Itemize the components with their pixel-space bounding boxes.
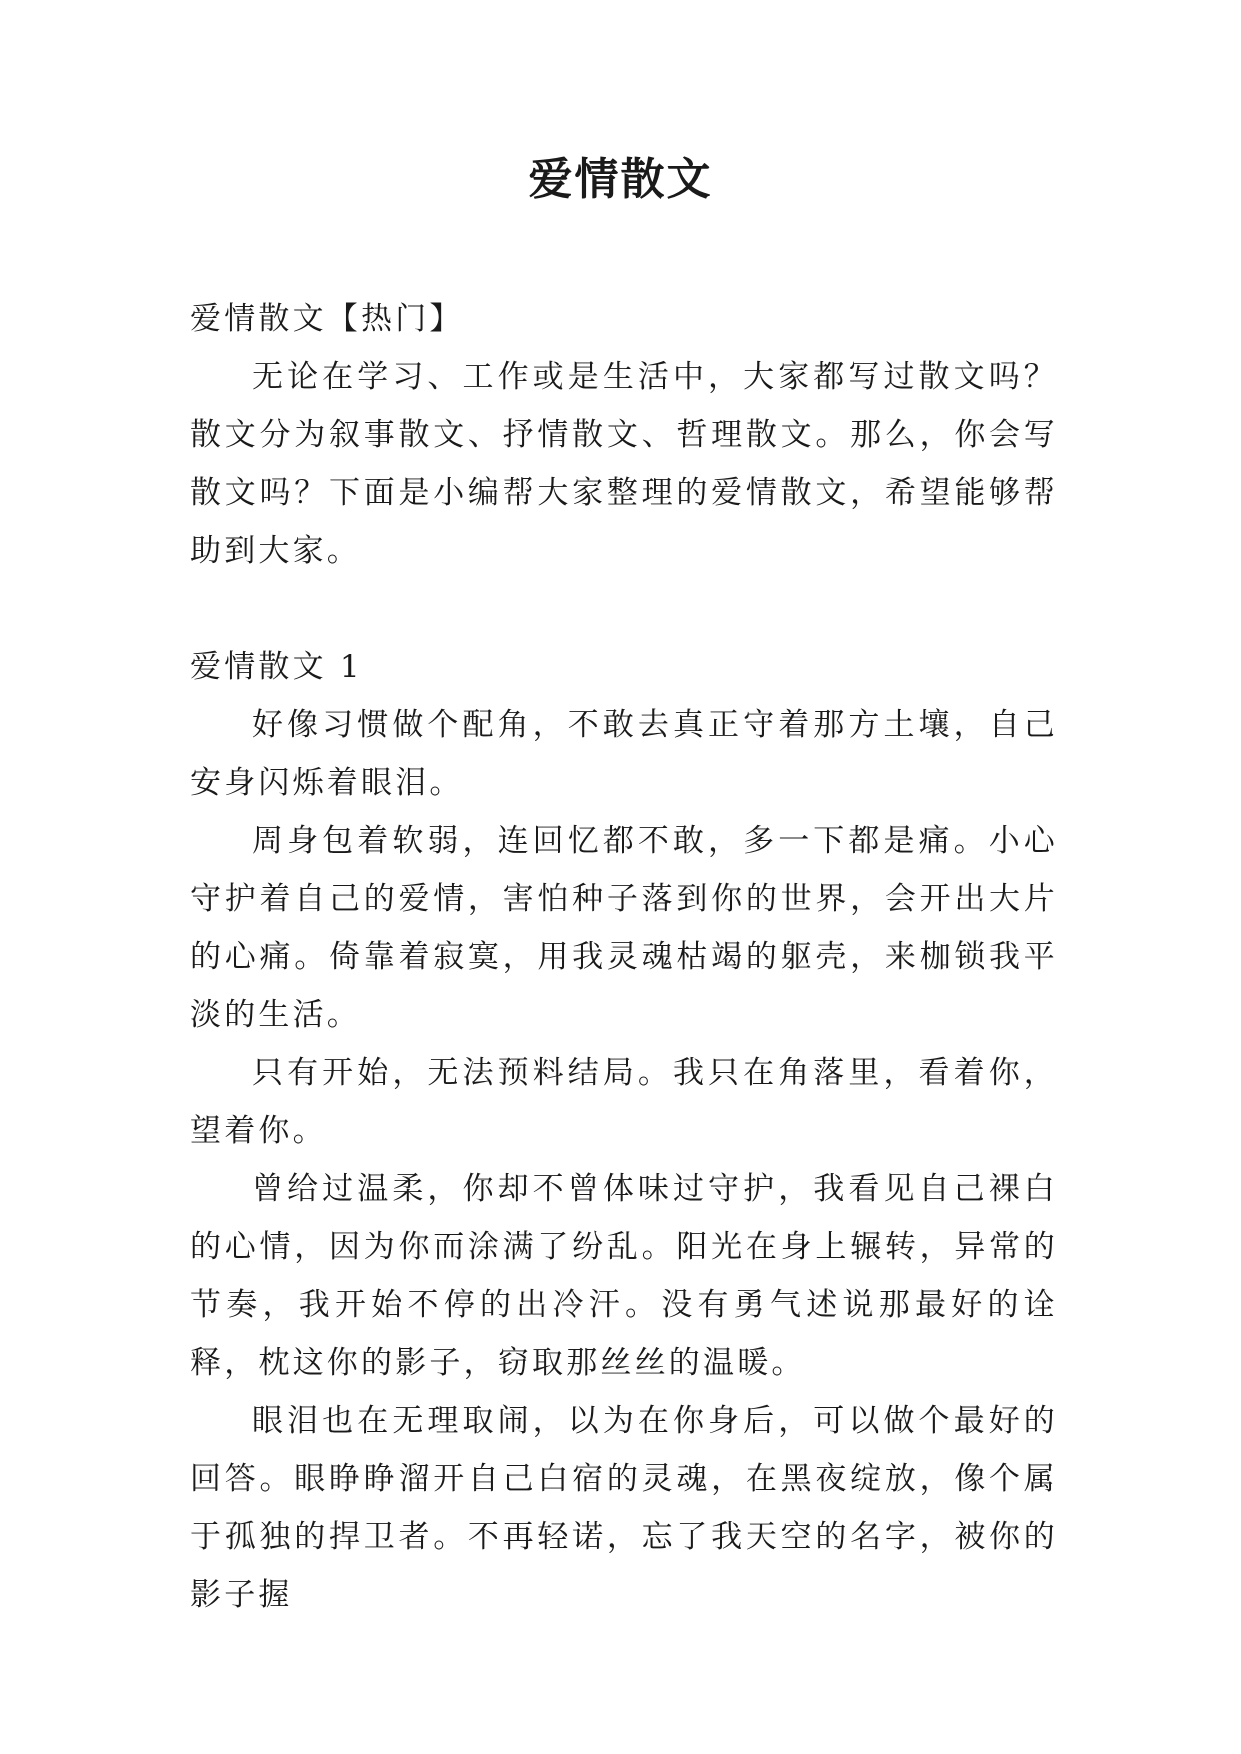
intro-paragraph: 无论在学习、工作或是生活中，大家都写过散文吗？散文分为叙事散文、抒情散文、哲理散文。那么，你会写散文吗？下面是小编帮大家整理的爱情散文，希望能够帮助到大家。 [190,359,1058,569]
section-heading: 爱情散文 1 [190,649,363,685]
body-paragraph: 周身包着软弱，连回忆都不敢，多一下都是痛。小心守护着自己的爱情，害怕种子落到你的世界，会开出大片的心痛。倚靠着寂寞，用我灵魂枯竭的躯壳，来枷锁我平淡的生活。 [190,823,1058,1033]
body-paragraph: 眼泪也在无理取闹，以为在你身后，可以做个最好的回答。眼睁睁溜开自己白宿的灵魂，在黑夜绽放，像个属于孤独的捍卫者。不再轻诺，忘了我天空的名字，被你的影子握 [190,1403,1058,1613]
body-paragraph: 只有开始，无法预料结局。我只在角落里，看着你，望着你。 [190,1055,1058,1149]
document-body [190,290,1058,1624]
body-paragraph: 曾给过温柔，你却不曾体味过守护，我看见自己裸白的心情，因为你而涂满了纷乱。阳光在身上辗转，异常的节奏，我开始不停的出冷汗。没有勇气述说那最好的诠释，枕这你的影子，窃取那丝丝的温暖。 [190,1171,1058,1381]
section-spacer [190,580,1058,638]
document-subtitle: 爱情散文【热门】 [190,301,464,337]
body-paragraph: 好像习惯做个配角，不敢去真正守着那方土壤，自己安身闪烁着眼泪。 [190,707,1058,801]
document-title: 爱情散文 [528,154,713,205]
